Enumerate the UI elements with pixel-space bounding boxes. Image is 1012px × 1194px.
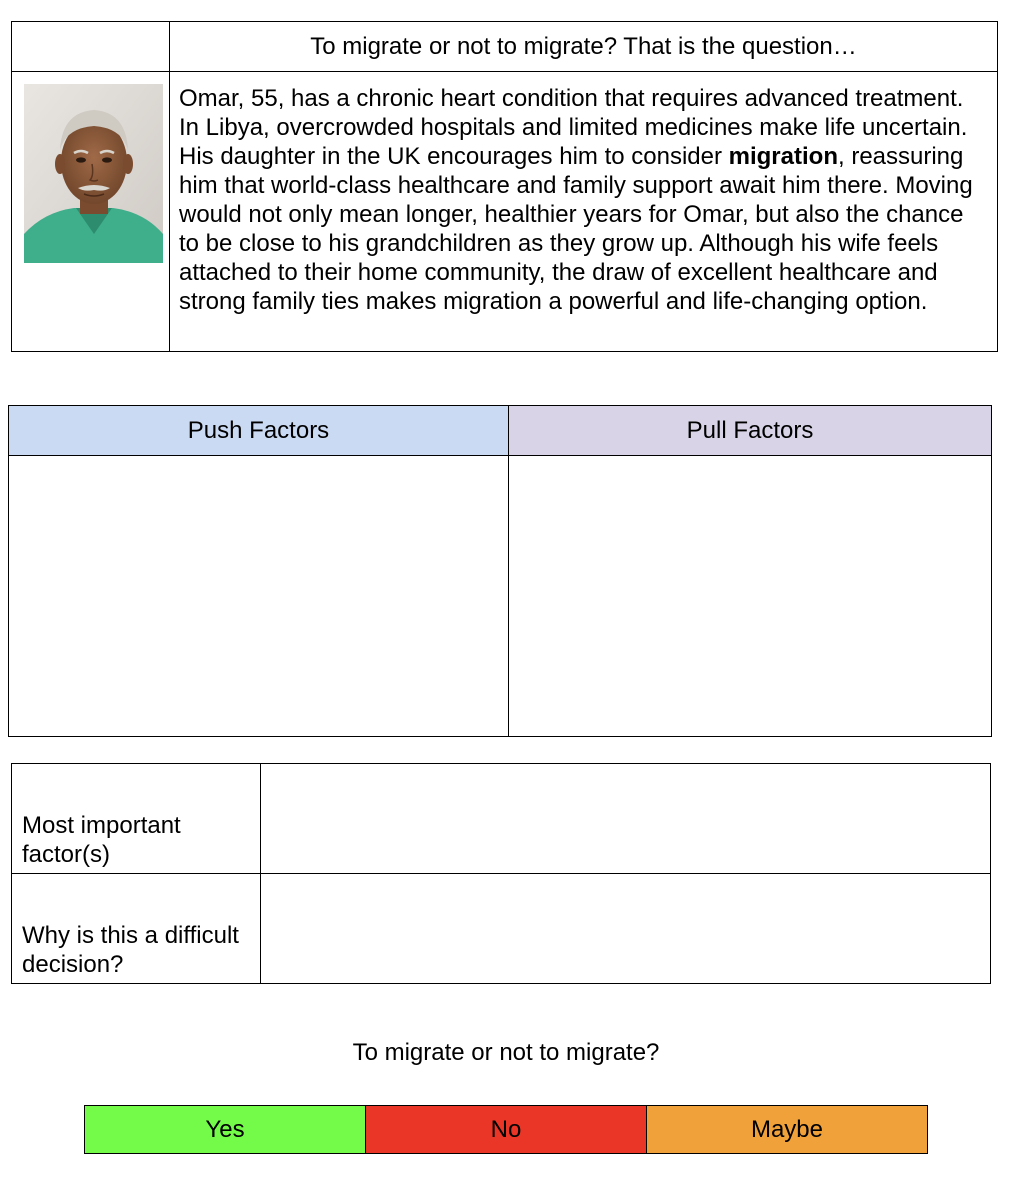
option-maybe[interactable]: Maybe	[647, 1106, 928, 1154]
option-yes[interactable]: Yes	[85, 1106, 366, 1154]
pull-factors-answer-area[interactable]	[509, 456, 992, 737]
photo-cell	[12, 72, 170, 352]
decision-question: To migrate or not to migrate?	[352, 1039, 660, 1066]
pull-factors-header: Pull Factors	[509, 406, 992, 456]
case-header-empty-cell	[12, 22, 170, 72]
push-factors-answer-area[interactable]	[9, 456, 509, 737]
case-study-title: To migrate or not to migrate? That is the question…	[170, 22, 998, 72]
decision-options	[84, 1105, 928, 1154]
push-pull-table	[8, 405, 992, 737]
difficult-decision-label: Why is this a difficult decision?	[12, 874, 261, 984]
portrait-photo	[24, 84, 163, 263]
difficult-decision-answer[interactable]	[261, 874, 991, 984]
story-text-rest: , reassuring him that world-class healthcare and family support await him there. Moving would not only mean longer, healthier years for Omar, but also the chance to be close to his grandchildren as they grow up. Although his wife feels attached to their home community, the draw of excellent healthcare and strong family ties makes migration a powerful and life-changing option.	[179, 143, 973, 315]
most-important-factor-label: Most important factor(s)	[12, 764, 261, 874]
case-study-story	[170, 72, 998, 352]
option-no[interactable]: No	[366, 1106, 647, 1154]
story-text-intro: Omar, 55, has a chronic heart condition that requires advanced treatment. In Libya, overcrowded hospitals and limited medicines make life uncertain. His daughter in the UK encourages him to consider	[179, 85, 968, 170]
case-study-table	[11, 21, 998, 352]
most-important-factor-answer[interactable]	[261, 764, 991, 874]
reflection-table	[11, 763, 991, 984]
push-factors-header: Push Factors	[9, 406, 509, 456]
story-text-bold: migration	[728, 143, 838, 170]
